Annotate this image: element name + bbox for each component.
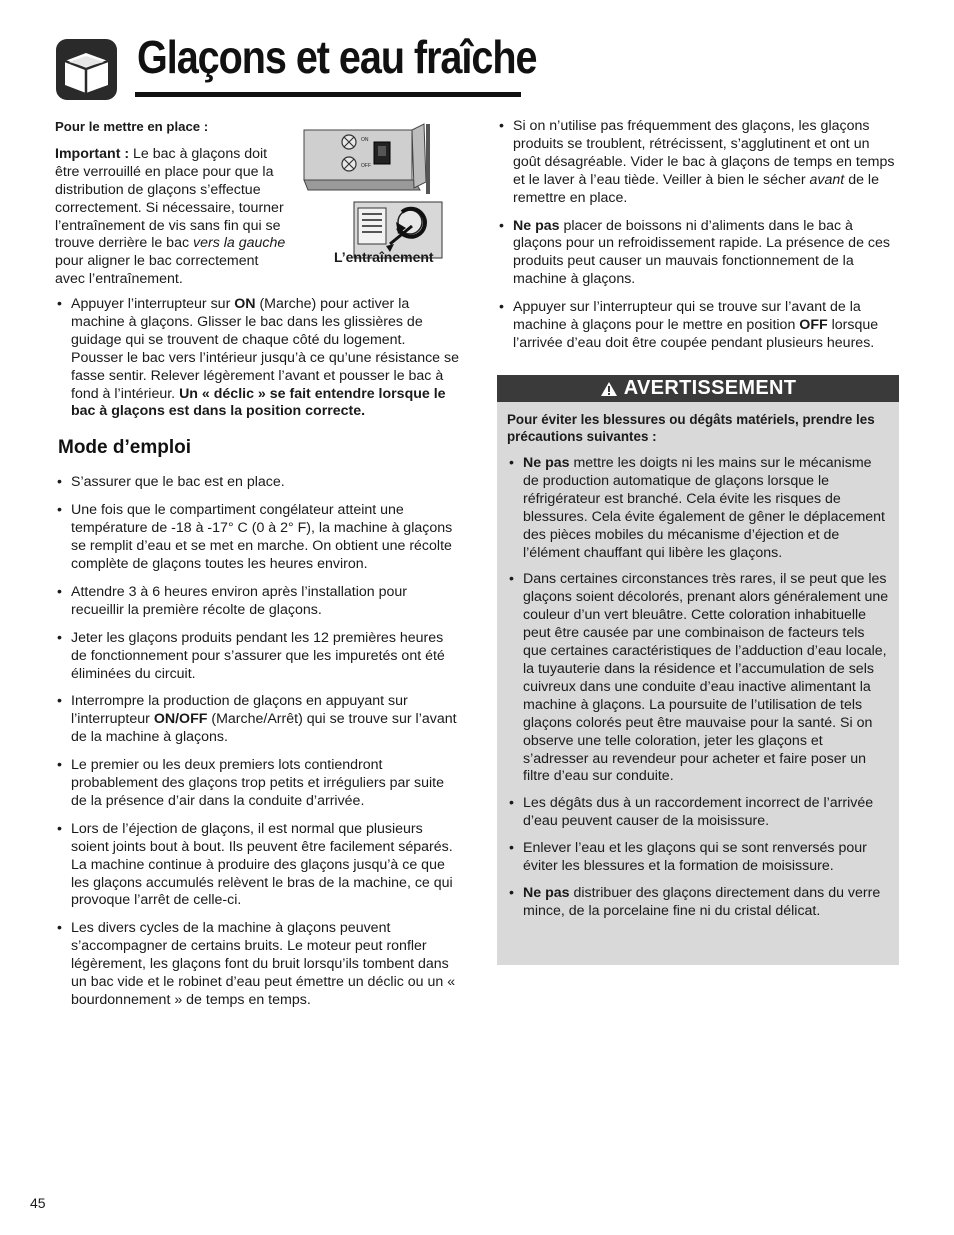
install-subhead: Pour le mettre en place : [55,119,209,134]
tips-list [497,118,899,353]
warning-box [497,375,899,965]
right-column [497,118,899,363]
list-item: • Le premier ou les deux premiers lots contiendront probablement des glaçons trop petits et irréguliers par suite de la présence d’air dans la conduite d’arrivée. [57,757,445,809]
svg-text:ON: ON [361,137,369,143]
page-header [55,31,537,103]
list-item: • S’assurer que le bac est en place. [57,474,285,491]
figure-caption: L’entraînement [334,249,434,265]
page-number: 45 [30,1195,46,1211]
warning-intro: Pour éviter les blessures ou dégâts matériels, prendre les précautions suivantes : [507,412,875,444]
important-paragraph: Important : Le bac à glaçons doit être verrouillé en place pour que la distribution de glaçons s’effectue correctement. Si nécessaire, tourner l’entraînement de vis sans fin qui se trouve derrière le bac vers la gauche pour aligner le bac correctement avec l’entraînement. [55,145,286,288]
important-label: Important : [55,145,130,162]
list-item: • Si on n’utilise pas fréquemment des glaçons, les glaçons produits se troublent, rétrécissent, s’agglutinent et ont un goût désagréable. Vider le bac à glaçons de temps en temps et le laver à l’eau tiède. Veiller à bien le sécher avant de le remettre en place. [499,118,895,206]
list-item: • Ne pas distribuer des glaçons directement dans du verre mince, de la porcelaine fine ni du cristal délicat. [509,884,881,919]
list-item: • Dans certaines circonstances très rares, il se peut que les glaçons soient décolorés, prenant alors généralement une couleur d’un vert bleuâtre. Cette coloration inhabituelle peut être causée par une combinaison de facteurs tels que certaines caractéristiques de l’adduction d’eau locale, la tuyauterie dans la résidence et l’accumulation de sels cuivreux dans une conduite d’eau inactive alimentant la machine à glaçons. La poursuite de l’utilisation de tels glaçons colorés peut être mauvaise pour la santé. Si on observe une telle coloration, jeter les glaçons et s’adresser au revendeur pour acheter et faire poser un filtre d’eau sur conduite. [509,571,889,785]
page-title: Glaçons et eau fraîche [137,31,537,83]
warning-triangle-icon [600,381,618,397]
warning-title: AVERTISSEMENT [623,376,797,399]
list-item: • Lors de l’éjection de glaçons, il est normal que plusieurs soient joints bout à bout. Ils peuvent être facilement séparés. La machine continue à produire des glaçons jusqu’à ce que les glaçons accumulés relèvent le bras de la machine, ce qui provoque l’arrêt de celle-ci. [57,820,453,909]
list-item: • Ne pas placer de boissons ni d’aliments dans le bac à glaçons pour un refroidissement rapide. La présence de ces produits peut causer un mauvais fonctionnement de la machine à glaçons. [499,217,890,288]
list-item: • Ne pas mettre les doigts ni les mains sur le mécanisme de production automatique de glaçons lorsque le réfrigérateur est branché. Cela évite les risques de blessures. Cela évite également de gêner le déplacement des pièces mobiles du mécanisme d’éjection et de l’élément chauffant qui libère les glaçons. [509,455,886,561]
list-item: • Appuyer l’interrupteur sur ON (Marche) pour activer la machine à glaçons. Glisser le bac dans les glissières de guidage qui se trouvent de chaque côté du logement. Pousser le bac vers l’intérieur jusqu’à ce qu’une résistance se fasse sentir. Relever légèrement l’avant et pousser le bac à fond à l’intérieur. Un « déclic » se fait entendre lorsque le bac à glaçons est dans la position correcte. [57,296,459,420]
usage-heading: Mode d’emploi [58,437,191,459]
list-item: • Les divers cycles de la machine à glaçons peuvent s’accompagner de certains bruits. Le moteur peut ronfler légèrement, les glaçons font du bruit lorsqu’ils tombent dans un bac vide et le robinet d’eau peut émettre un déclic ou un « bourdonnement » de temps en temps. [57,920,456,1008]
ice-cube-icon [55,38,118,101]
usage-list [55,474,461,1010]
title-underline [135,92,521,97]
install-section [55,118,461,296]
list-item: • Attendre 3 à 6 heures environ après l’installation pour recueillir la première récolte de glaçons. [57,583,407,618]
install-text [55,118,287,289]
list-item: • Les dégâts dus à un raccordement incorrect de l’arrivée d’eau peuvent causer de la moisissure. [509,795,874,830]
list-item: • Enlever l’eau et les glaçons qui se sont renversés pour éviter les blessures et la formation de moisissure. [509,840,867,875]
ice-maker-figure [302,122,460,268]
warning-body [497,402,899,921]
warning-list [507,455,889,921]
warning-header [497,375,899,402]
list-item: • Une fois que le compartiment congélateur atteint une température de -18 à -17° C (0 à 2° F), la machine à glaçons se remplit d’eau et se met en marche. On obtient une récolte complète de glaçons toutes les heures environ. [57,502,453,572]
install-bullets [55,296,461,421]
left-column [55,118,461,1020]
list-item: • Interrompre la production de glaçons en appuyant sur l’interrupteur ON/OFF (Marche/Arrêt) qui se trouve sur l’avant de la machine à glaçons. [57,693,457,746]
list-item: • Jeter les glaçons produits pendant les 12 premières heures de fonctionnement pour s’assurer que les impuretés ont été éliminées du circuit. [57,629,445,682]
list-item: • Appuyer sur l’interrupteur qui se trouve sur l’avant de la machine à glaçons pour le mettre en position OFF lorsque l’arrivée d’eau doit être coupée pendant plusieurs heures. [499,299,879,351]
svg-text:OFF: OFF [361,163,371,169]
